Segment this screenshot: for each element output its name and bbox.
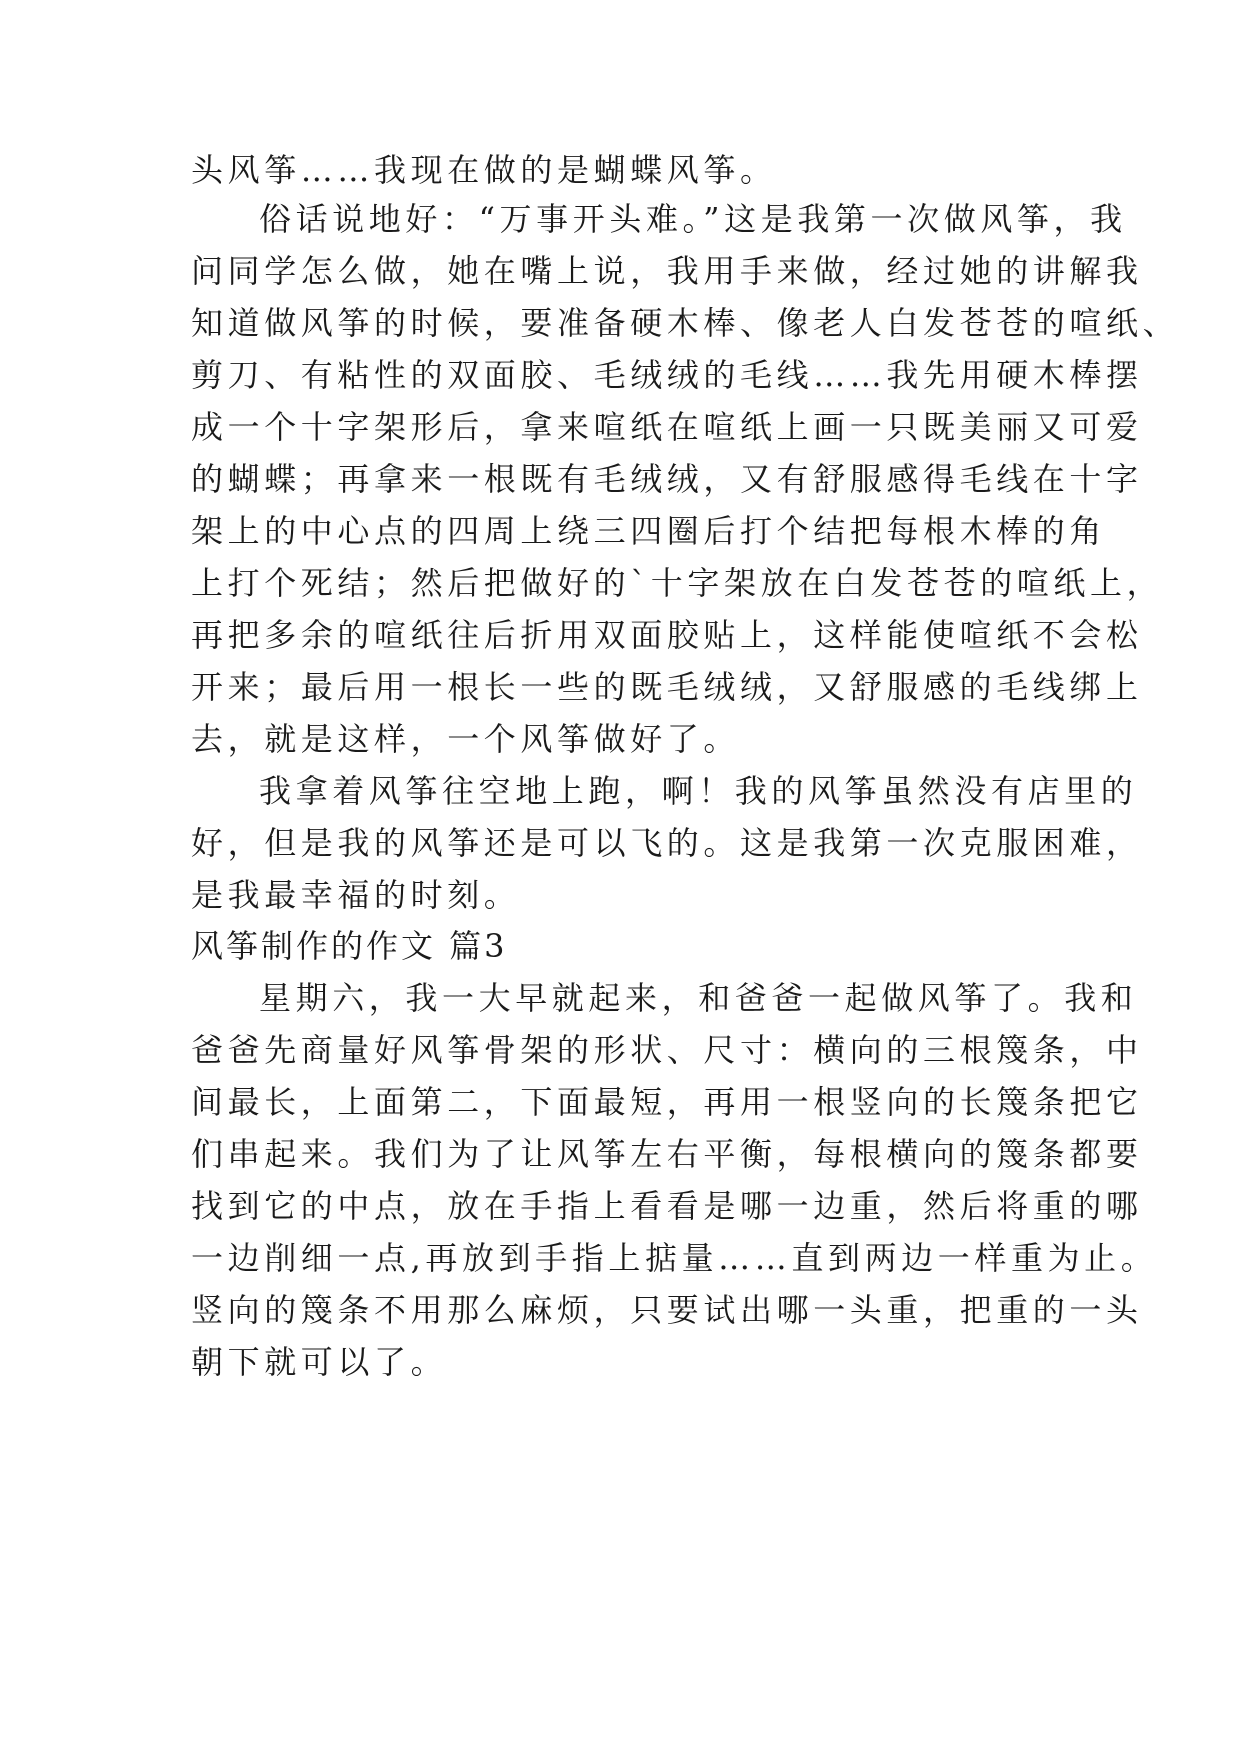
text-line: 问同学怎么做，她在嘴上说，我用手来做，经过她的讲解我 <box>191 252 1143 290</box>
text-line: 架上的中心点的四周上绕三四圈后打个结把每根木棒的角 <box>191 512 1107 550</box>
text-line: 去，就是这样，一个风筝做好了。 <box>191 720 741 758</box>
text-line: 的蝴蝶；再拿来一根既有毛绒绒，又有舒服感得毛线在十字 <box>191 460 1143 498</box>
text-line: 是我最幸福的时刻。 <box>191 876 521 914</box>
text-line: 一边削细一点,再放到手指上掂量……直到两边一样重为止。 <box>191 1239 1158 1277</box>
text-line: 剪刀、有粘性的双面胶、毛绒绒的毛线……我先用硬木棒摆 <box>191 356 1143 394</box>
text-line: 找到它的中点，放在手指上看看是哪一边重，然后将重的哪 <box>191 1187 1143 1225</box>
section-heading: 风筝制作的作文 篇3 <box>191 927 508 965</box>
text-line: 成一个十字架形后，拿来喧纸在喧纸上画一只既美丽又可爱 <box>191 408 1143 446</box>
paragraph-first-line: 俗话说地好：“万事开头难。”这是我第一次做风筝，我 <box>259 200 1127 238</box>
paragraph-first-line: 我拿着风筝往空地上跑，啊！我的风筝虽然没有店里的 <box>259 772 1138 810</box>
text-line: 开来；最后用一根长一些的既毛绒绒，又舒服感的毛线绑上 <box>191 668 1143 706</box>
paragraph-first-line: 星期六，我一大早就起来，和爸爸一起做风筝了。我和 <box>259 979 1138 1017</box>
text-line: 们串起来。我们为了让风筝左右平衡，每根横向的篾条都要 <box>191 1135 1143 1173</box>
text-line: 再把多余的喧纸往后折用双面胶贴上，这样能使喧纸不会松 <box>191 616 1143 654</box>
text-line: 好，但是我的风筝还是可以飞的。这是我第一次克服困难， <box>191 824 1143 862</box>
text-line: 爸爸先商量好风筝骨架的形状、尺寸：横向的三根篾条，中 <box>191 1031 1143 1069</box>
text-line: 上打个死结；然后把做好的`十字架放在白发苍苍的喧纸上， <box>191 564 1164 602</box>
text-line: 间最长，上面第二，下面最短，再用一根竖向的长篾条把它 <box>191 1083 1143 1121</box>
text-line: 知道做风筝的时候，要准备硬木棒、像老人白发苍苍的喧纸、 <box>191 304 1180 342</box>
text-line: 朝下就可以了。 <box>191 1343 448 1381</box>
text-line: 竖向的篾条不用那么麻烦，只要试出哪一头重，把重的一头 <box>191 1291 1143 1329</box>
text-line: 头风筝……我现在做的是蝴蝶风筝。 <box>191 151 777 189</box>
